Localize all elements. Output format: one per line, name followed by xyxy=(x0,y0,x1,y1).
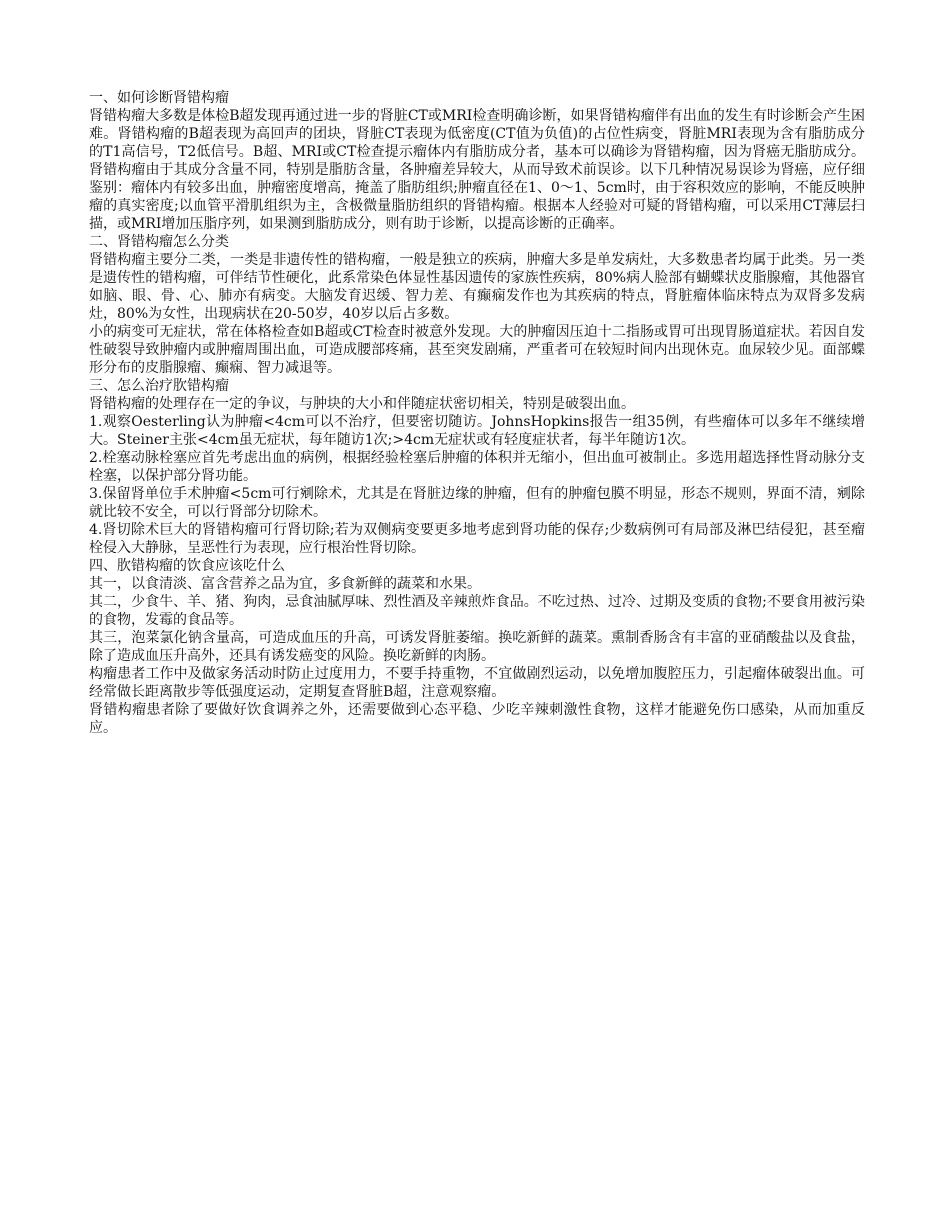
paragraph-diet-activity: 构瘤患者工作中及做家务活动时防止过度用力，不要手持重物，不宜做剧烈运动，以免增加腹腔压力，引起瘤体破裂出血。可经常做长距离散步等低强度运动，定期复查肾脏B超，注意观察瘤。 xyxy=(89,666,865,700)
paragraph-treatment-observation: 1.观察Oesterling认为肿瘤<4cm可以不治疗，但要密切随访。JohnsHopkins报告一组35例，有些瘤体可以多年不继续增大。Steiner主张<4cm虽无症状，每年随访1次;>4cm无症状或有轻度症状者，每半年随访1次。 xyxy=(89,414,865,448)
paragraph-treatment-nephrectomy: 4.肾切除术巨大的肾错构瘤可行肾切除;若为双侧病变要更多地考虑到肾功能的保存;少数病例可有局部及淋巴结侵犯，甚至瘤栓侵入大静脉，呈恶性行为表现，应行根治性肾切除。 xyxy=(89,522,865,556)
paragraph-diet-second: 其二，少食牛、羊、猪、狗肉，忌食油腻厚味、烈性酒及辛辣煎炸食品。不吃过热、过冷、过期及变质的食物;不要食用被污染的食物，发霉的食品等。 xyxy=(89,594,865,628)
section-heading-diet: 四、肷错构瘤的饮食应该吃什么 xyxy=(89,558,285,574)
paragraph-classification-types: 肾错构瘤主要分二类，一类是非遗传性的错构瘤，一般是独立的疾病，肿瘤大多是单发病灶，大多数患者均属于此类。另一类是遗传性的错构瘤，可伴结节性硬化，此系常染色体显性基因遗传的家族性疾病，80%病人脸部有蝴蝶状皮脂腺瘤，其他器官如脑、眼、骨、心、肺亦有病变。大脑发育迟缓、智力差、有癫痫发作也为其疾病的特点，肾脏瘤体临床特点为双肾多发病灶，80%为女性，出现病状在20-50岁，40岁以后占多数。 xyxy=(89,252,865,322)
paragraph-treatment-intro: 肾错构瘤的处理存在一定的争议，与肿块的大小和伴随症状密切相关，特别是破裂出血。 xyxy=(89,396,635,412)
document-body xyxy=(89,89,865,737)
paragraph-treatment-embolization: 2.栓塞动脉栓塞应首先考虑出血的病例，根据经验栓塞后肿瘤的体积并无缩小，但出血可被制止。多选用超选择性肾动脉分支栓塞，以保护部分肾功能。 xyxy=(89,450,865,484)
paragraph-diet-conclusion: 肾错构瘤患者除了要做好饮食调养之外，还需要做到心态平稳、少吃辛辣刺激性食物，这样才能避免伤口感染，从而加重反应。 xyxy=(89,702,865,736)
paragraph-diagnosis: 肾错构瘤大多数是体检B超发现再通过进一步的肾脏CT或MRI检查明确诊断，如果肾错构瘤伴有出血的发生有时诊断会产生困难。肾错构瘤的B超表现为高回声的团块，肾脏CT表现为低密度(CT值为负值)的占位性病变，肾脏MRI表现为含有脂肪成分的T1高信号，T2低信号。B超、MRI或CT检查提示瘤体内有脂肪成分者，基本可以确诊为肾错构瘤，因为肾癌无脂肪成分。肾错构瘤由于其成分含量不同，特别是脂肪含量，各肿瘤差异较大，从而导致术前误诊。以下几种情况易误诊为肾癌，应仔细鉴别：瘤体内有较多出血，肿瘤密度增高，掩盖了脂肪组织;肿瘤直径在1、0～1、5cm时，由于容积效应的影响，不能反映肿瘤的真实密度;以血管平滑肌组织为主，含极微量脂肪组织的肾错构瘤。根据本人经验对可疑的肾错构瘤，可以采用CT薄层扫描，或MRI增加压脂序列，如果测到脂肪成分，则有助于诊断，以提高诊断的正确率。 xyxy=(89,108,865,232)
paragraph-diet-first: 其一，以食清淡、富含营养之品为宜，多食新鲜的蔬菜和水果。 xyxy=(89,576,481,592)
section-heading-classification: 二、肾错构瘤怎么分类 xyxy=(89,234,229,250)
paragraph-treatment-nephron-sparing: 3.保留肾单位手术肿瘤<5cm可行剜除术，尤其是在肾脏边缘的肿瘤，但有的肿瘤包膜不明显，形态不规则，界面不清，剜除就比较不安全，可以行肾部分切除术。 xyxy=(89,486,865,520)
paragraph-classification-symptoms: 小的病变可无症状，常在体格检查如B超或CT检查时被意外发现。大的肿瘤因压迫十二指肠或胃可出现胃肠道症状。若因自发性破裂导致肿瘤内或肿瘤周围出血，可造成腰部疼痛，甚至突发剧痛，严重者可在较短时间内出现休克。血尿较少见。面部蝶形分布的皮脂腺瘤、癫痫、智力减退等。 xyxy=(89,324,865,376)
section-heading-treatment: 三、怎么治疗肷错构瘤 xyxy=(89,378,229,394)
paragraph-diet-third: 其三，泡菜氯化钠含量高，可造成血压的升高，可诱发肾脏萎缩。换吃新鲜的蔬菜。熏制香肠含有丰富的亚硝酸盐以及食盐，除了造成血压升高外，还具有诱发癌变的风险。换吃新鲜的肉肠。 xyxy=(89,630,865,664)
section-heading-diagnosis: 一、如何诊断肾错构瘤 xyxy=(89,90,229,106)
